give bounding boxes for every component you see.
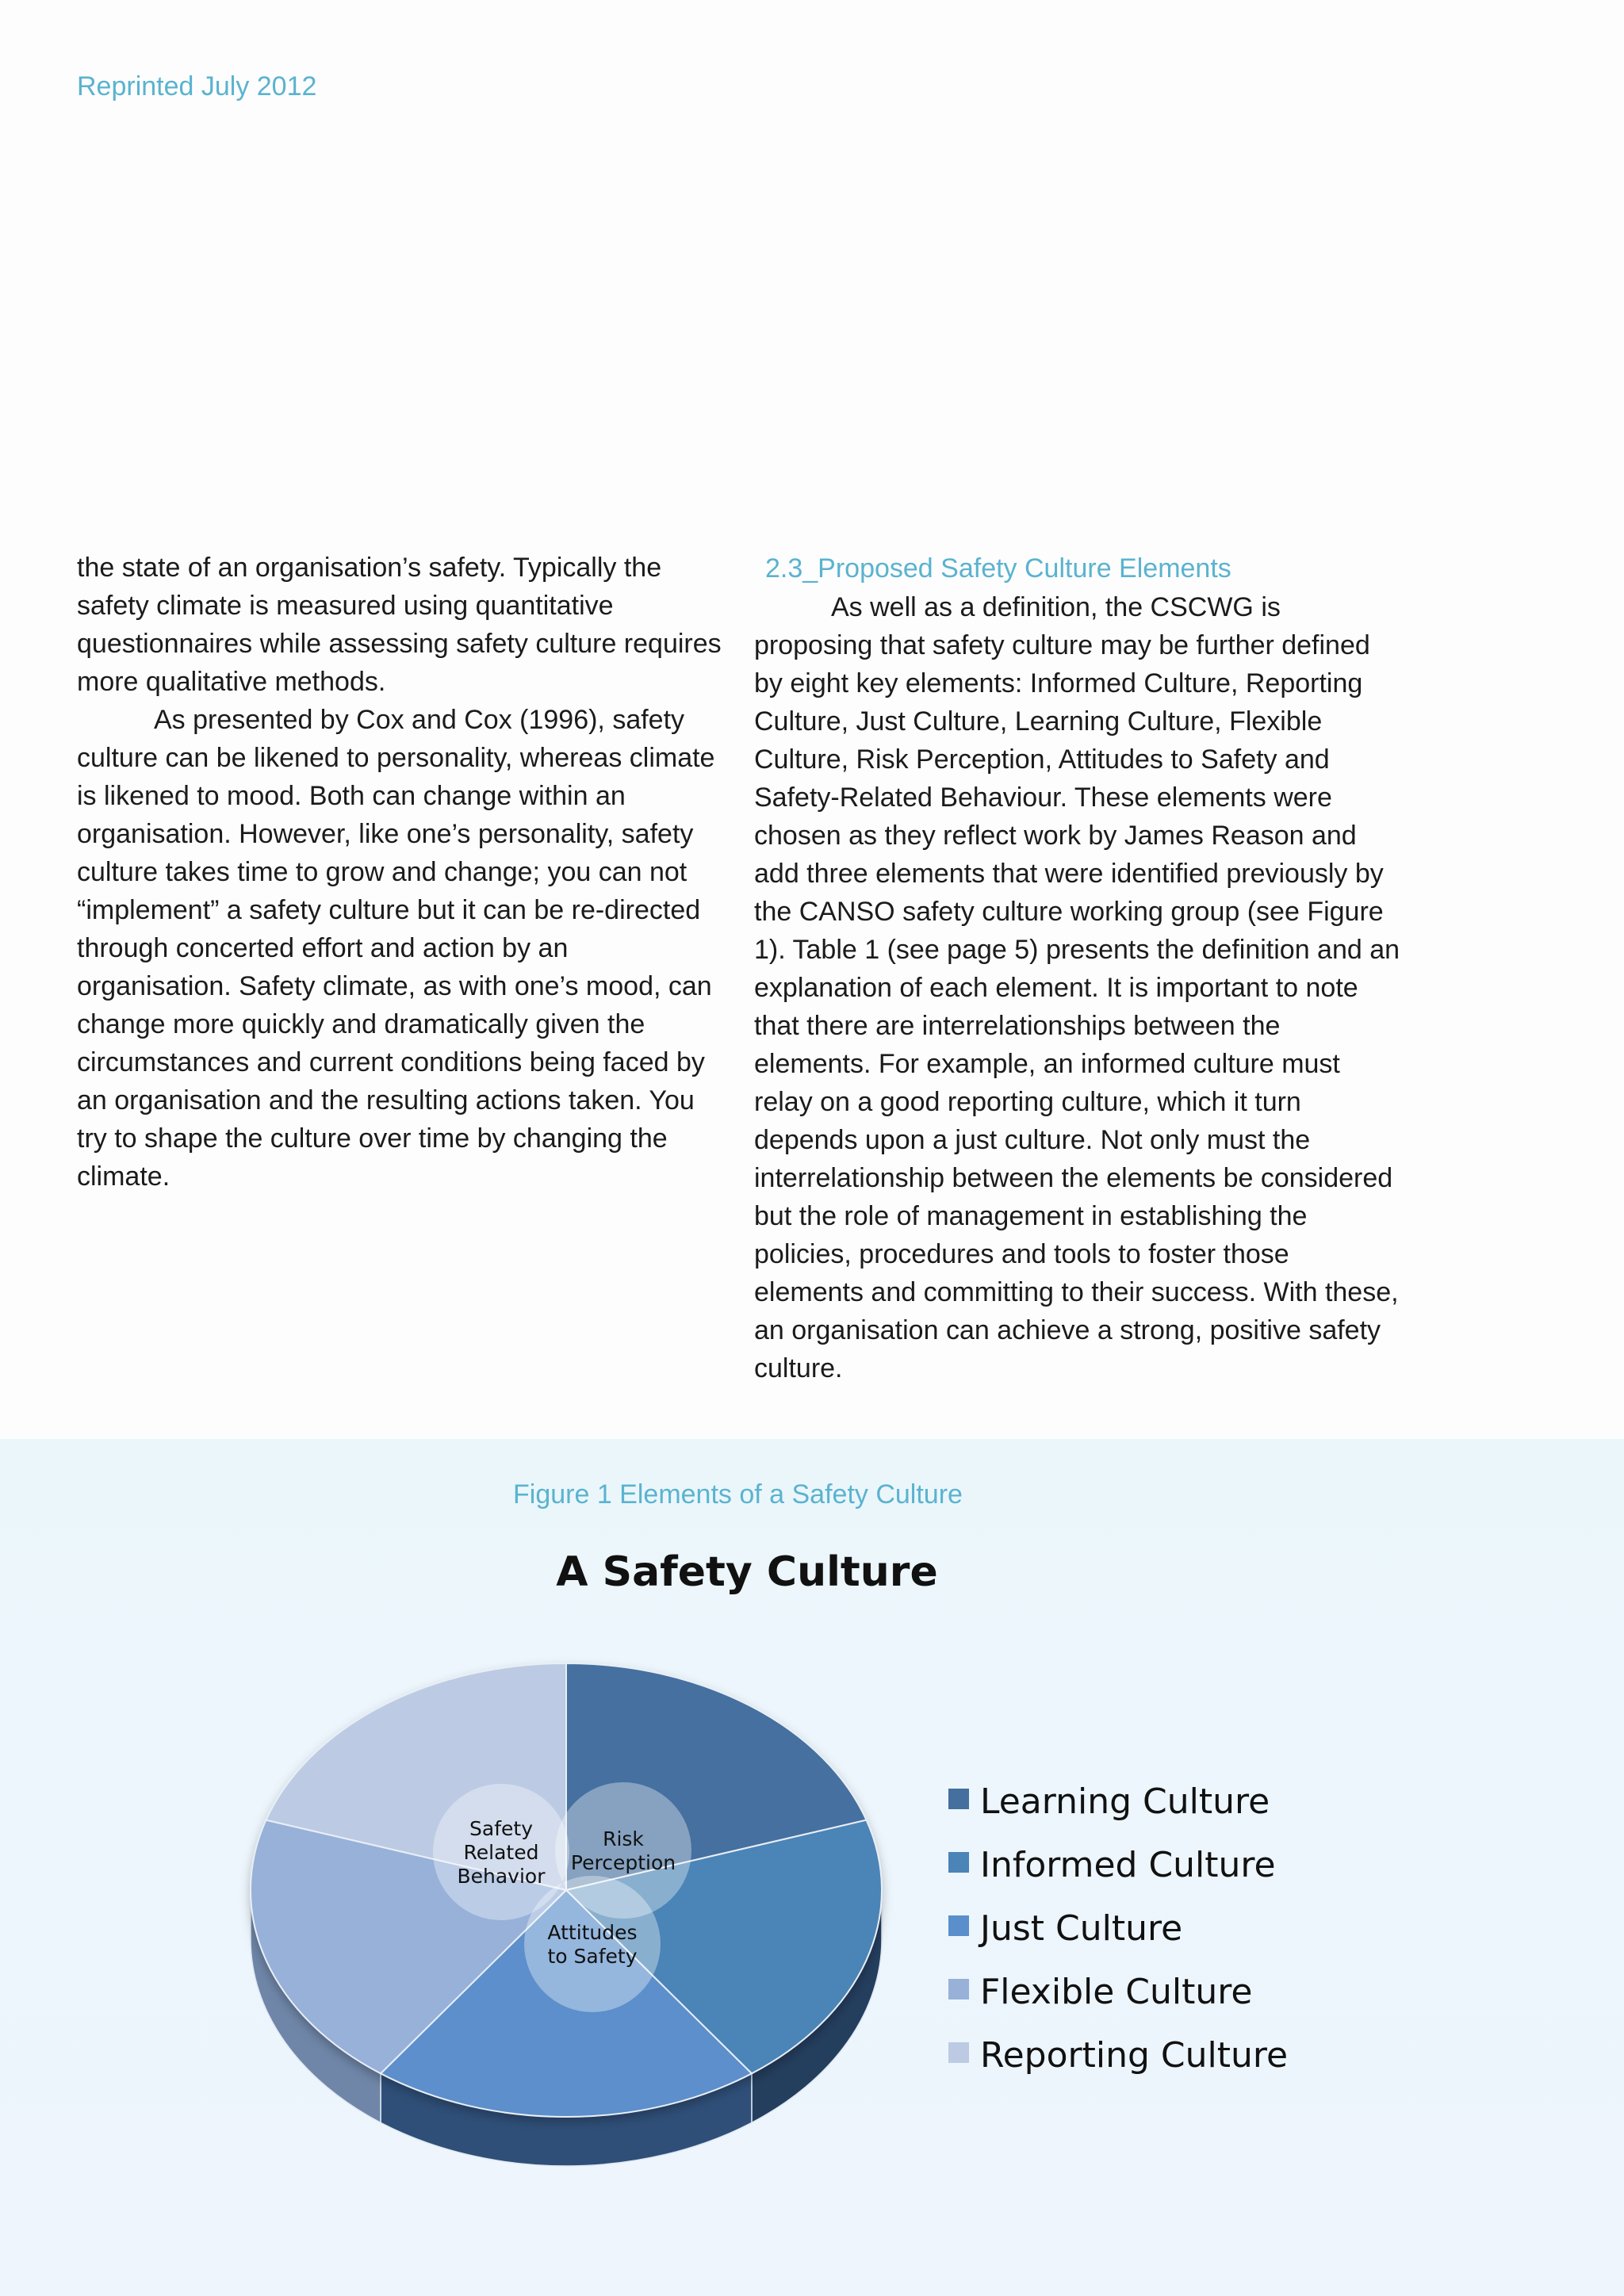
legend-swatch: [948, 1979, 969, 1999]
chart-legend: [948, 1781, 1288, 2076]
chart-title: A Safety Culture: [556, 1548, 938, 1596]
overlay-bubble-label: Related: [463, 1841, 539, 1864]
paragraph-proposed-elements: As well as a definition, the CSCWG is proposing that safety culture may be further defined by eight key elements: Informed Culture, Reporting Culture, Just Culture, Learning Culture, Flexible Culture, Risk Perception, Attitudes to Safety and Safety-Related Behaviour. These elements were chosen as they reflect work by James Reason and add three elements that were identified previously by the CANSO safety culture working group (see Figure 1). Table 1 (see page 5) presents the definition and an explanation of each element. It is important to note that there are interrelationships between the elements. For example, an informed culture must relay on a good reporting culture, which it turn depends upon a just culture. Not only must the interrelationship between the elements be considered but the role of management in establishing the policies, procedures and tools to foster those elements and committing to their success. With these, an organisation can achieve a strong, positive safety culture.: [754, 592, 1400, 1383]
right-column: [754, 549, 1404, 1387]
legend-label: Just Culture: [980, 1908, 1183, 1949]
overlay-bubble-label: to Safety: [547, 1945, 638, 1968]
reprint-date: Reprinted July 2012: [77, 71, 317, 101]
legend-swatch: [948, 1789, 969, 1809]
left-column: [77, 549, 726, 1196]
overlay-bubble-label: Behavior: [457, 1865, 546, 1888]
section-heading: 2.3_Proposed Safety Culture Elements: [765, 553, 1231, 584]
figure-caption: Figure 1 Elements of a Safety Culture: [513, 1479, 963, 1510]
overlay-bubble: [524, 1876, 661, 2012]
overlay-bubble-label: Safety: [469, 1817, 533, 1840]
legend-label: Flexible Culture: [980, 1972, 1253, 2012]
legend-label: Learning Culture: [980, 1781, 1270, 1822]
legend-swatch: [948, 2042, 969, 2063]
legend-swatch: [948, 1852, 969, 1873]
safety-culture-pie-chart: [0, 1506, 1624, 2220]
paragraph-cox-and-cox: As presented by Cox and Cox (1996), safety culture can be likened to personality, whereas climate is likened to mood. Both can change within an organisation. However, like one’s personality, safety culture takes time to grow and change; you can not “implement” a safety culture but it can be re-directed through concerted effort and action by an organisation. Safety climate, as with one’s mood, can change more quickly and dramatically given the circumstances and current conditions being faced by an organisation and the resulting actions taken. You try to shape the culture over time by changing the climate.: [77, 705, 715, 1192]
overlay-bubble-label: Risk: [603, 1827, 644, 1850]
legend-swatch: [948, 1915, 969, 1936]
legend-label: Informed Culture: [980, 1845, 1276, 1885]
legend-label: Reporting Culture: [980, 2035, 1289, 2076]
paragraph-safety-climate: the state of an organisation’s safety. Typically the safety climate is measured using quantitative questionnaires while assessing safety culture requires more qualitative methods.: [77, 553, 722, 697]
overlay-bubble-label: Perception: [570, 1851, 676, 1874]
overlay-bubble-label: Attitudes: [547, 1921, 638, 1944]
